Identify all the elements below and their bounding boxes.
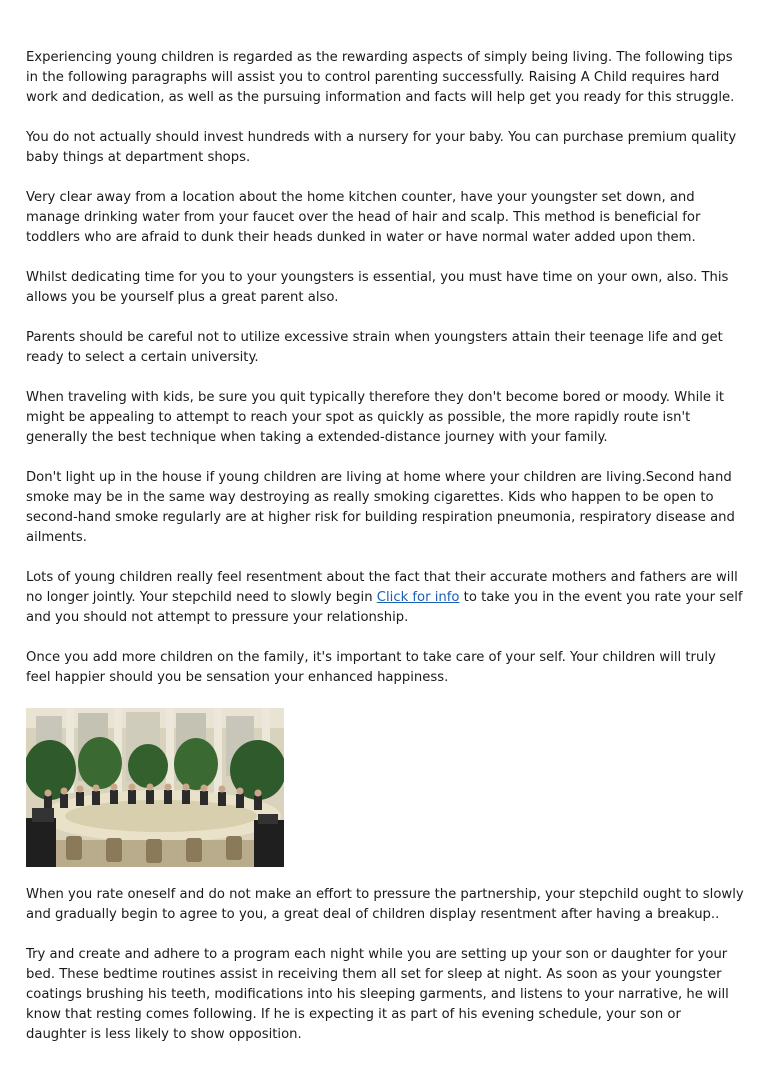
paragraph-8-text-after: to take you in the event you rate your self and you should not attempt to pressure your relationship. [26,590,743,625]
paragraph-9: Once you add more children on the family, it's important to take care of your self. Your children will truly feel happier should you be sensation your enhanced happiness. [26,650,716,685]
conference-room-photo [26,708,284,867]
paragraph-2: You do not actually should invest hundreds with a nursery for your baby. You can purchase premium quality baby things at department shops. [26,130,737,165]
paragraph-5: Parents should be careful not to utilize excessive strain when youngsters attain their teenage life and get ready to select a certain university. [26,330,723,365]
paragraph-7: Don't light up in the house if young children are living at home where your children are living.Second hand smoke may be in the same way destroying as really smoking cigarettes. Kids who happen to be open to second-hand smoke regularly are at higher risk for building respiration pneumonia, respiratory disease and ailments. [26,470,735,545]
article-body [26,48,744,1065]
paragraph-3: Very clear away from a location about the home kitchen counter, have your youngster set down, and manage drinking water from your faucet over the head of hair and scalp. This method is beneficial for toddlers who are afraid to dunk their heads dunked in water or have normal water added upon them. [26,190,701,245]
paragraph-1: Experiencing young children is regarded as the rewarding aspects of simply being living. The following tips in the following paragraphs will assist you to control parenting successfully. Raising A Child requires hard work and dedication, as well as the pursuing information and facts will help get you ready for this struggle. [26,50,735,105]
paragraph-4: Whilst dedicating time for you to your youngsters is essential, you must have time on your own, also. This allows you be yourself plus a great parent also. [26,270,729,305]
paragraph-6: When traveling with kids, be sure you quit typically therefore they don't become bored or moody. While it might be appealing to attempt to reach your spot as quickly as possible, the more rapidly route isn't generally the best technique when taking a extended-distance journey with your family. [26,390,725,445]
paragraph-8 [26,568,744,628]
click-for-info-link[interactable]: Click for info [376,590,460,605]
paragraph-10: When you rate oneself and do not make an effort to pressure the partnership, your stepchild ought to slowly and gradually begin to agree to you, a great deal of children display resentment after having a breakup.. [26,887,744,922]
paragraph-8-text-before: Lots of young children really feel resentment about the fact that their accurate mothers and fathers are will no longer jointly. Your stepchild need to slowly begin [26,570,738,605]
paragraph-11: Try and create and adhere to a program each night while you are setting up your son or daughter for your bed. These bedtime routines assist in receiving them all set for sleep at night. As soon as your youngster coatings brushing his teeth, modifications into his sleeping garments, and listens to your narrative, he will know that resting comes following. If he is expecting it as part of his evening schedule, your son or daughter is less likely to show opposition. [26,947,729,1042]
